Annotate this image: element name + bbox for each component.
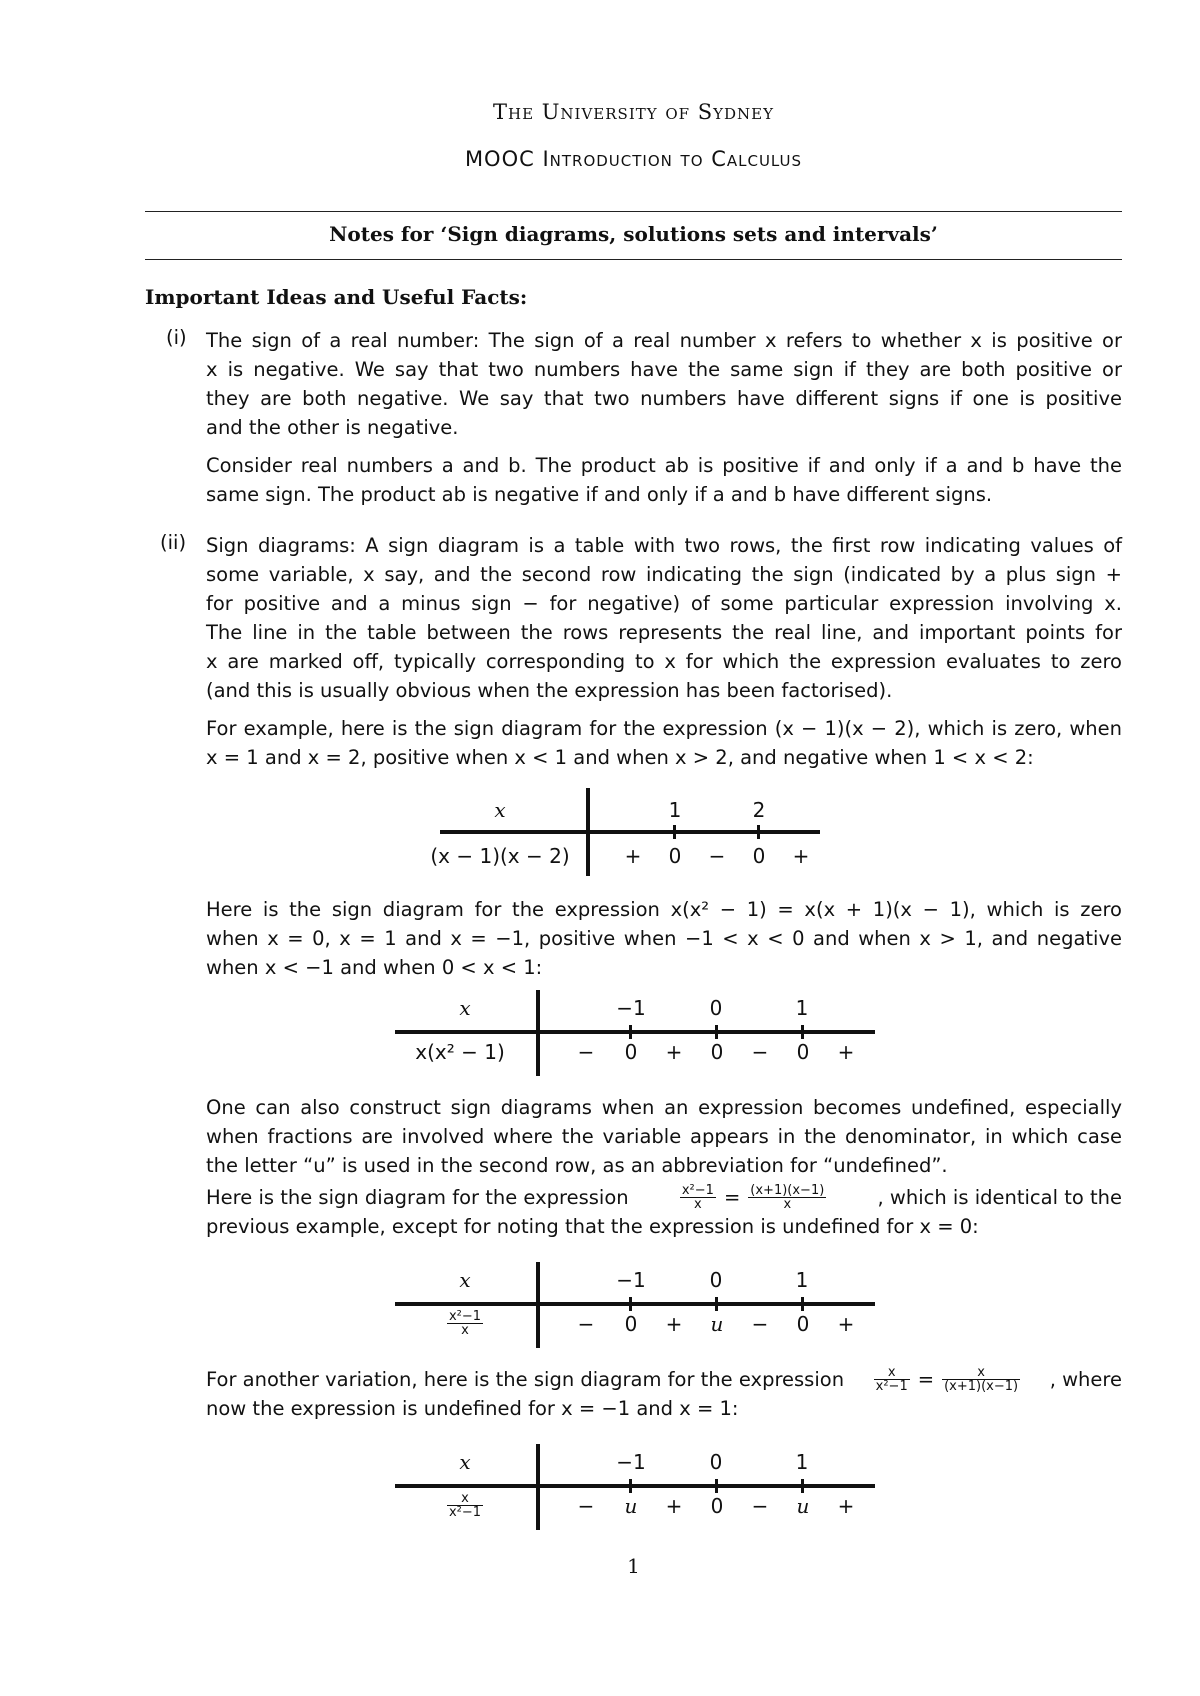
text-line: for positive and a minus sign − for negative) of some particular expression involving x.: [206, 592, 1122, 615]
point-label: 0: [709, 1268, 723, 1292]
text-fragment: Here is the sign diagram for the expression: [206, 1186, 629, 1209]
point-label: −1: [616, 996, 646, 1020]
fraction-num: x: [942, 1366, 1020, 1380]
tick-mark: [801, 1479, 804, 1493]
sign-label: 0: [752, 844, 766, 868]
text-line: x are marked off, typically corresponding to x for which the expression evaluates to zero: [206, 650, 1122, 673]
text-line: previous example, except for noting that the expression is undefined for x = 0:: [206, 1215, 979, 1238]
fraction: [447, 1310, 483, 1337]
top-rule: [145, 211, 1122, 212]
text-line: For example, here is the sign diagram for the expression (x − 1)(x − 2), which is zero, when: [206, 717, 1122, 740]
fraction-num: (x+1)(x−1): [750, 1183, 825, 1198]
fraction-num: x²−1: [448, 1309, 482, 1324]
fraction: [447, 1492, 483, 1519]
sign-label: +: [665, 1040, 683, 1064]
point-label: 1: [668, 798, 682, 822]
fraction: [680, 1184, 716, 1211]
sign-label: 0: [710, 1040, 724, 1064]
diagram-var-label: x: [459, 1450, 471, 1474]
diagram-expr-label: x(x² − 1): [415, 1040, 505, 1064]
fraction-den: x: [461, 1323, 469, 1338]
sign-label: +: [792, 844, 810, 868]
fraction: [874, 1366, 910, 1393]
sign-label: u: [710, 1312, 724, 1336]
sign-label: +: [665, 1312, 683, 1336]
sign-label: +: [837, 1312, 855, 1336]
diagram-var-label: x: [459, 996, 471, 1020]
bottom-rule: [145, 259, 1122, 260]
text-line: Here is the sign diagram for the expression x(x² − 1) = x(x + 1)(x − 1), which is zero: [206, 898, 1122, 921]
sign-diagram-1: [420, 788, 840, 878]
text-line: x is negative. We say that two numbers have the same sign if they are both positive or: [206, 358, 1122, 381]
sign-label: 0: [796, 1312, 810, 1336]
sign-label: 0: [710, 1494, 724, 1518]
fraction-den: x: [783, 1197, 792, 1212]
point-label: 1: [795, 996, 809, 1020]
fraction-den: (x+1)(x−1): [944, 1379, 1019, 1394]
tick-mark: [629, 1479, 632, 1493]
sign-label: −: [708, 844, 726, 868]
text-line: some variable, x say, and the second row indicating the sign (indicated by a plus sign +: [206, 563, 1122, 586]
text-line: x = 1 and x = 2, positive when x < 1 and when x > 2, and negative when 1 < x < 2:: [206, 746, 1034, 769]
text-line: the letter “u” is used in the second row, as an abbreviation for “undefined”.: [206, 1154, 948, 1177]
divider: [536, 990, 540, 1076]
sign-label: 0: [624, 1040, 638, 1064]
text-line: The line in the table between the rows represents the real line, and important points for: [206, 621, 1122, 644]
tick-mark: [629, 1297, 632, 1311]
text-line: when x = 0, x = 1 and x = −1, positive when −1 < x < 0 and when x > 1, and negative: [206, 927, 1122, 950]
point-label: −1: [616, 1450, 646, 1474]
sign-label: −: [577, 1494, 595, 1518]
item-marker-ii: (ii): [160, 531, 187, 554]
text-line: Consider real numbers a and b. The product ab is positive if and only if a and b have the: [206, 454, 1122, 477]
sign-label: +: [665, 1494, 683, 1518]
sign-label: 0: [668, 844, 682, 868]
sign-label: u: [624, 1494, 638, 1518]
text-line: when fractions are involved where the variable appears in the denominator, in which case: [206, 1125, 1122, 1148]
fraction: [942, 1366, 1020, 1393]
fraction-den: x: [694, 1197, 702, 1212]
sign-label: −: [751, 1040, 769, 1064]
tick-mark: [757, 825, 760, 839]
divider: [536, 1262, 540, 1348]
tick-mark: [673, 825, 676, 839]
diagram-expr-label: (x − 1)(x − 2): [430, 844, 570, 868]
equals-sign: =: [917, 1368, 935, 1391]
text-line-ex4: [206, 1365, 1122, 1394]
sign-label: −: [577, 1312, 595, 1336]
fraction-num: x: [447, 1492, 483, 1506]
point-label: 2: [752, 798, 766, 822]
section-heading: Important Ideas and Useful Facts:: [145, 285, 528, 309]
point-label: −1: [616, 1268, 646, 1292]
sign-label: +: [624, 844, 642, 868]
fraction-den: x²−1: [448, 1505, 482, 1520]
fraction-num: x: [874, 1366, 910, 1380]
tick-mark: [801, 1297, 804, 1311]
point-label: 1: [795, 1268, 809, 1292]
tick-mark: [715, 1479, 718, 1493]
text-fragment: , where: [1049, 1368, 1122, 1391]
notes-title: Notes for ‘Sign diagrams, solutions sets and intervals’: [329, 222, 938, 246]
sign-label: +: [837, 1494, 855, 1518]
sign-diagram-3: [395, 1262, 875, 1348]
diagram-var-label: x: [459, 1268, 471, 1292]
tick-mark: [801, 1025, 804, 1039]
university-title: The University of Sydney: [493, 100, 774, 124]
text-fragment: For another variation, here is the sign diagram for the expression: [206, 1368, 845, 1391]
diagram-expr-label: [435, 1310, 495, 1337]
text-line: Sign diagrams: A sign diagram is a table with two rows, the first row indicating values of: [206, 534, 1122, 557]
text-line: (and this is usually obvious when the expression has been factorised).: [206, 679, 893, 702]
sign-diagram-2: [395, 990, 875, 1076]
sign-label: 0: [796, 1040, 810, 1064]
divider: [586, 788, 590, 876]
diagram-expr-label: [435, 1492, 495, 1519]
sign-label: 0: [624, 1312, 638, 1336]
point-label: 0: [709, 996, 723, 1020]
text-line-ex3: [206, 1183, 1122, 1212]
text-line: same sign. The product ab is negative if and only if a and b have different signs.: [206, 483, 993, 506]
real-line: [440, 830, 820, 834]
sign-label: u: [796, 1494, 810, 1518]
fraction-den: x²−1: [875, 1379, 908, 1394]
item-marker-i: (i): [166, 326, 187, 349]
tick-mark: [629, 1025, 632, 1039]
sign-label: −: [577, 1040, 595, 1064]
text-line: The sign of a real number: The sign of a real number x refers to whether x is positive or: [206, 329, 1122, 352]
tick-mark: [715, 1297, 718, 1311]
fraction-num: x²−1: [681, 1183, 714, 1198]
equals-sign: =: [723, 1186, 741, 1209]
point-label: 1: [795, 1450, 809, 1474]
sign-label: −: [751, 1312, 769, 1336]
text-line: One can also construct sign diagrams when an expression becomes undefined, especially: [206, 1096, 1122, 1119]
point-label: 0: [709, 1450, 723, 1474]
course-title: MOOC Introduction to Calculus: [464, 147, 803, 171]
sign-label: +: [837, 1040, 855, 1064]
text-line: they are both negative. We say that two numbers have different signs if one is positive: [206, 387, 1122, 410]
fraction: [748, 1184, 826, 1211]
tick-mark: [715, 1025, 718, 1039]
diagram-var-label: x: [494, 798, 506, 822]
text-fragment: , which is identical to the: [877, 1186, 1122, 1209]
text-line: when x < −1 and when 0 < x < 1:: [206, 956, 543, 979]
text-line: now the expression is undefined for x = −1 and x = 1:: [206, 1397, 739, 1420]
text-line: and the other is negative.: [206, 416, 459, 439]
divider: [536, 1444, 540, 1530]
sign-diagram-4: [395, 1444, 875, 1530]
sign-label: −: [751, 1494, 769, 1518]
page-number: 1: [627, 1554, 640, 1578]
